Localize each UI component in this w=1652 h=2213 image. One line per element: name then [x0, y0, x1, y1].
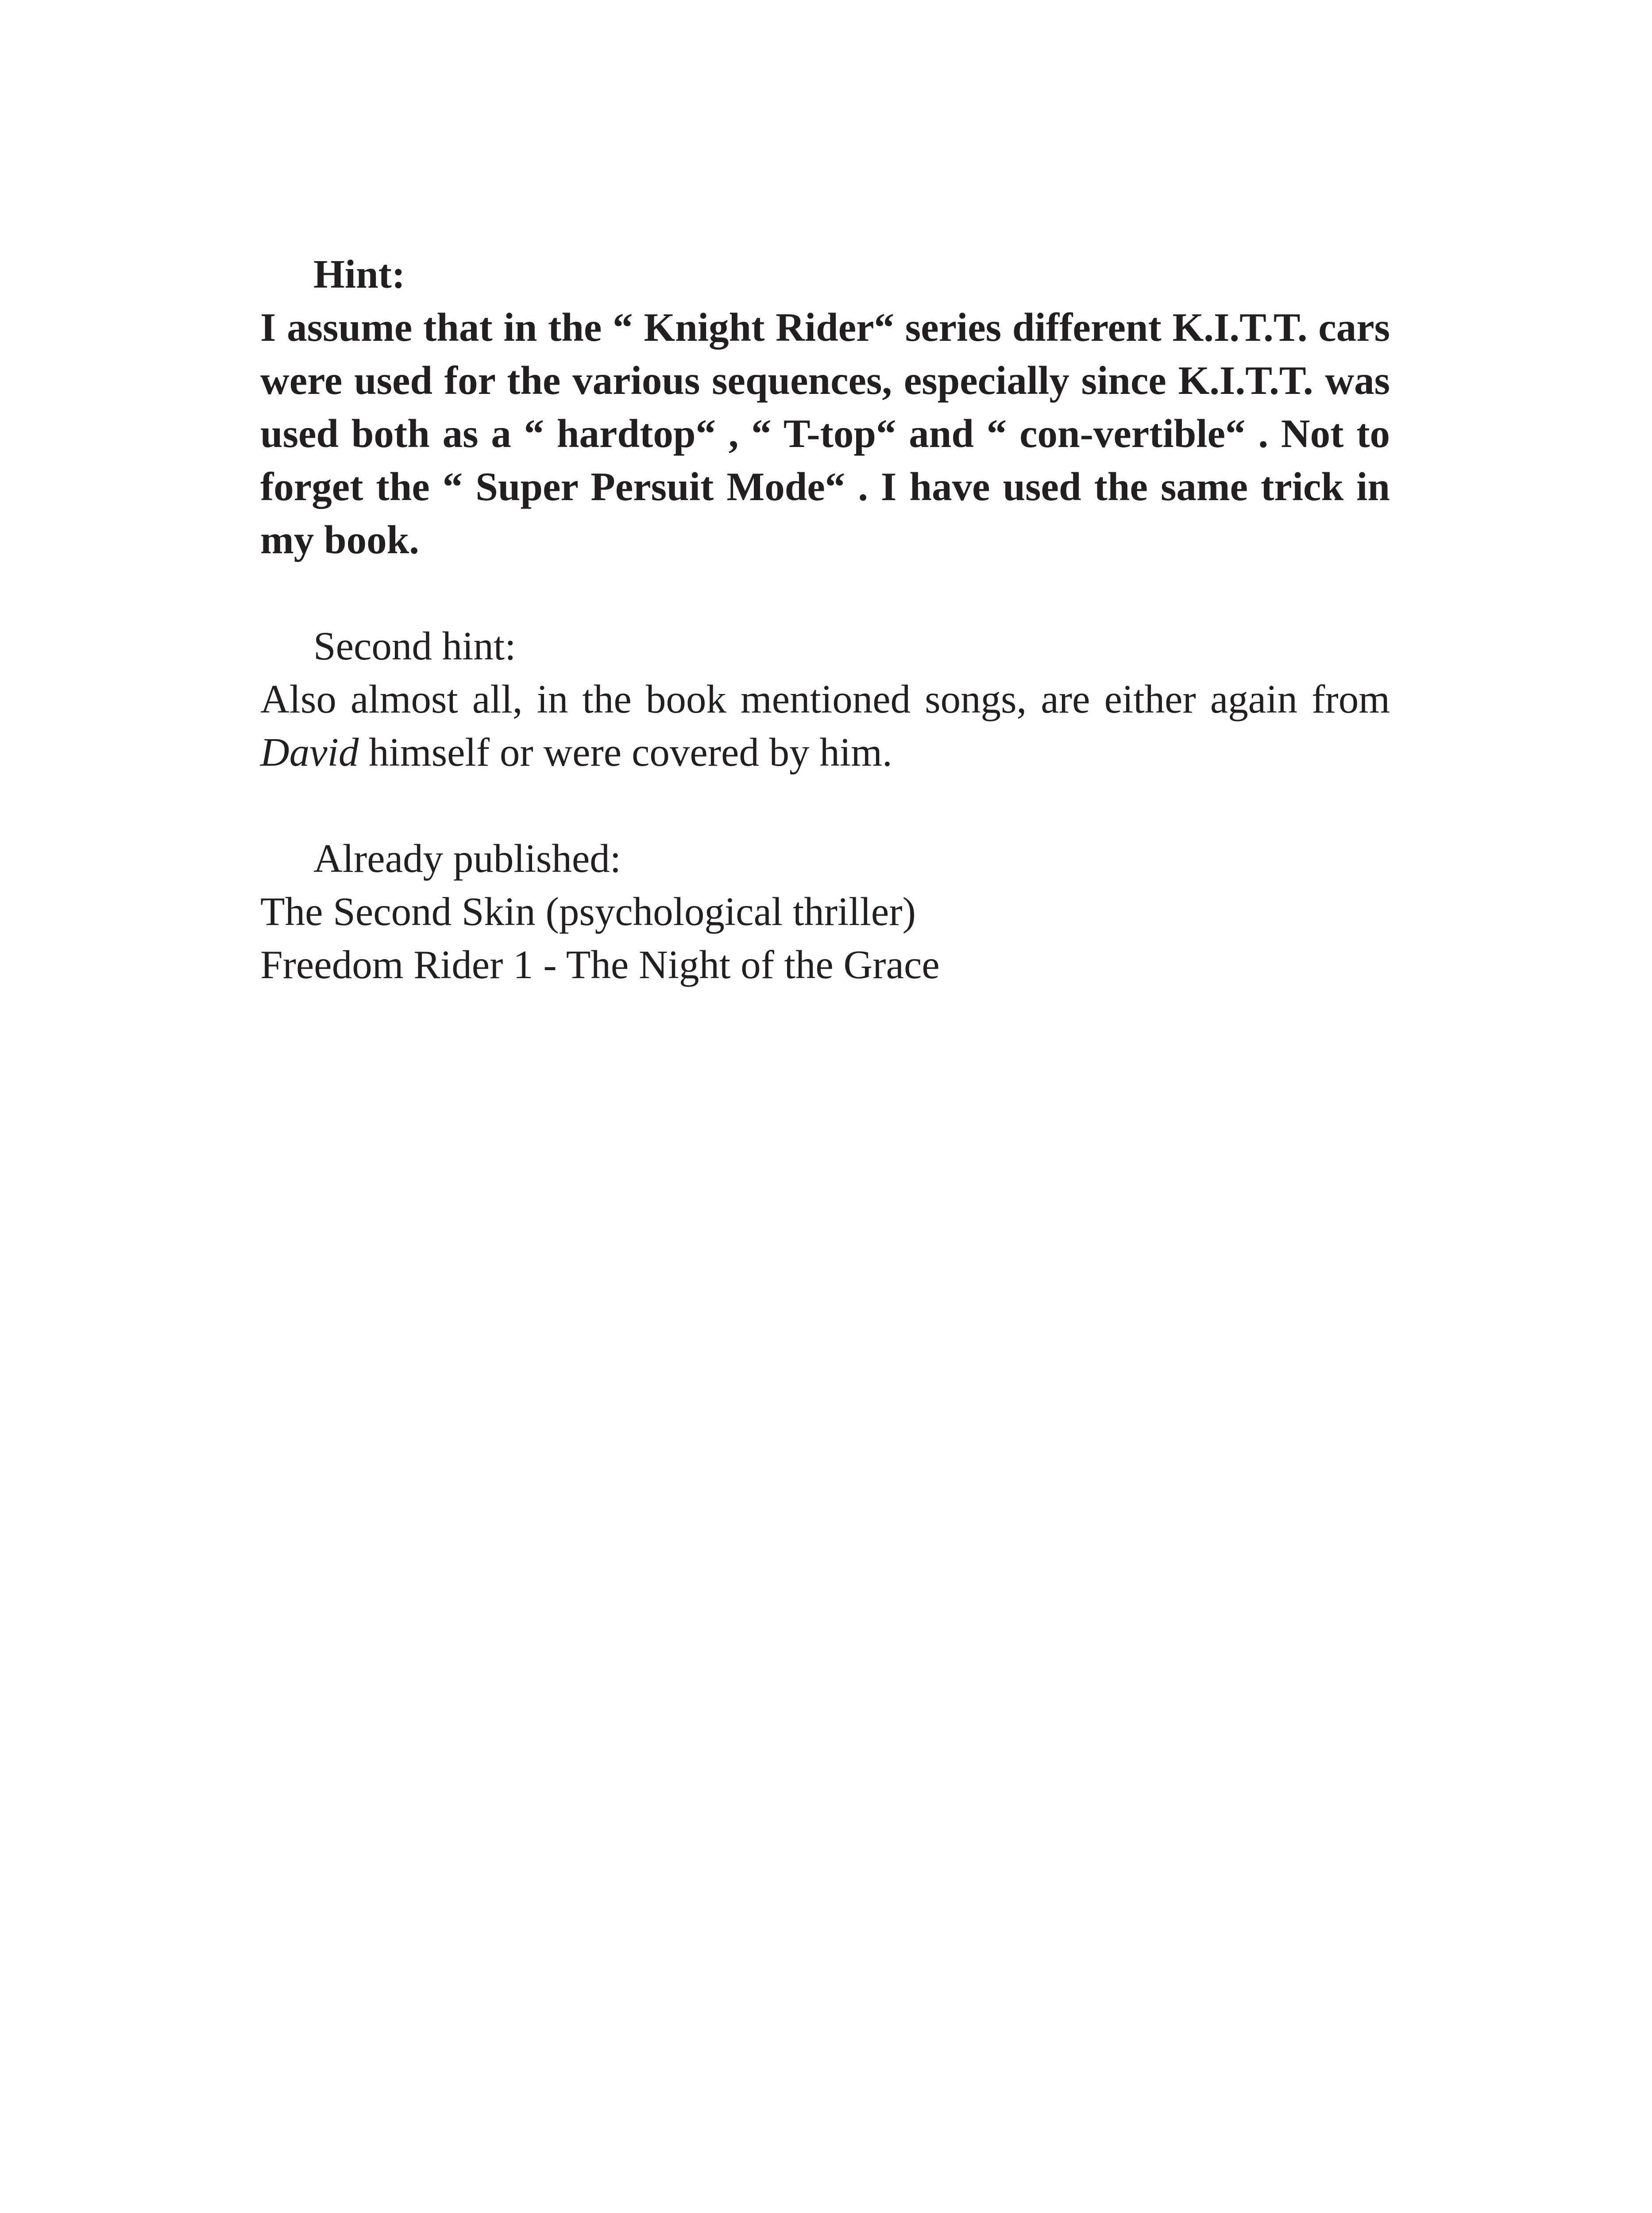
second-hint-section: [260, 620, 1390, 779]
second-hint-body-end: himself or were covered by him.: [359, 730, 892, 775]
hint-heading: Hint:: [313, 252, 405, 297]
published-title: Freedom Rider 1 - The Night of the Grace: [260, 942, 940, 987]
published-heading: Already published:: [313, 836, 621, 881]
second-hint-body-start: Also almost all, in the book mentioned songs, are either again from: [260, 677, 1390, 721]
text-block: [260, 248, 1390, 991]
paragraph-gap: [260, 779, 1390, 832]
published-section: [260, 832, 1390, 991]
second-hint-body: [260, 673, 1390, 779]
second-hint-heading: Second hint:: [313, 624, 516, 668]
hint-body: I assume that in the “ Knight Rider“ series different K.I.T.T. cars were used for the various sequences, especially since K.I.T.T. was used both as a “ hardtop“ , “ T-top“ and “ con-vertible“ . Not to forget the “ Super Persuit Mode“ . I have used the same trick in my book.: [260, 305, 1390, 562]
published-title: The Second Skin (psychological thriller): [260, 889, 916, 934]
second-hint-name: David: [260, 730, 359, 775]
paragraph-gap: [260, 567, 1390, 620]
hint-section: [260, 248, 1390, 567]
